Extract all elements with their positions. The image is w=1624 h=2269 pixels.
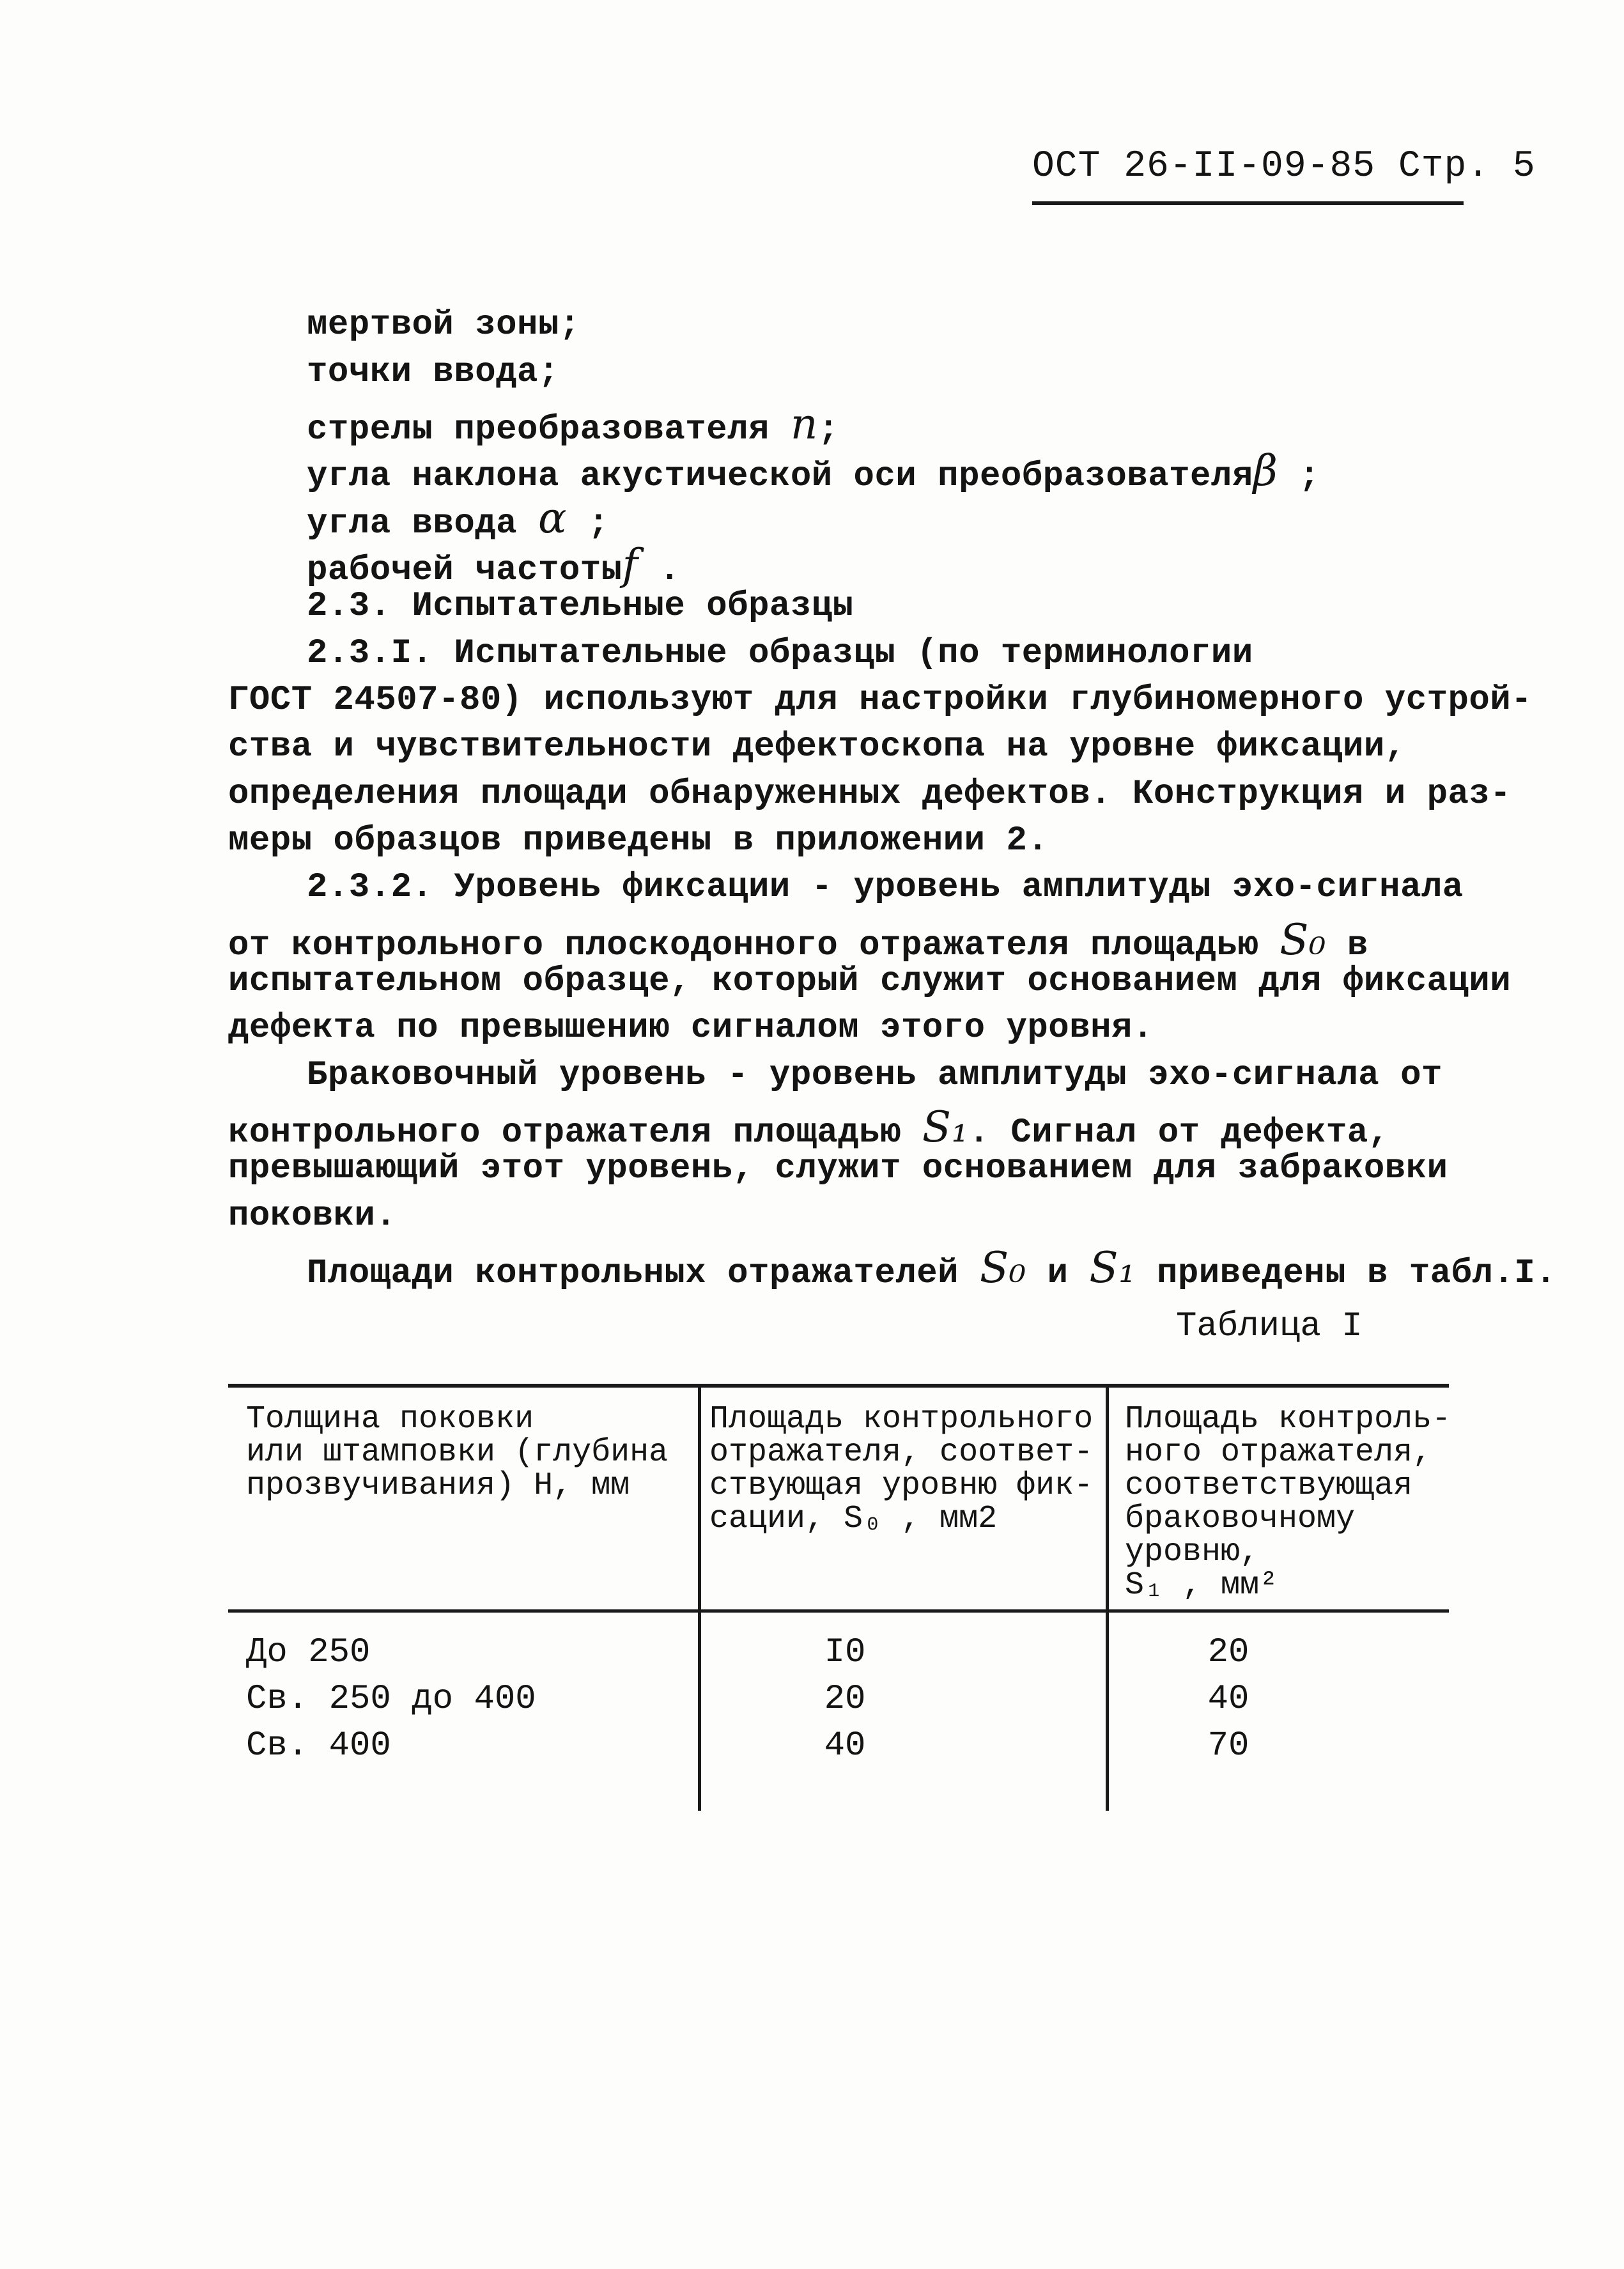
text-line: Браковочный уровень - уровень амплитуды эхо-сигнала от xyxy=(307,1056,1442,1095)
table-header-cell: Толщина поковки или штамповки (глубина прозвучивания) Н, мм xyxy=(246,1401,669,1504)
text-line xyxy=(307,493,609,543)
text-line xyxy=(307,1243,1556,1293)
symbol: β xyxy=(1253,446,1278,495)
symbol: S₀ xyxy=(979,1243,1026,1292)
text-line: испытательном образце, который служит основанием для фиксации xyxy=(228,962,1512,1001)
table-column-divider xyxy=(1106,1386,1109,1811)
line-end: . Сигнал от дефекта, xyxy=(968,1113,1389,1152)
section-heading: 2.3. Испытательные образцы xyxy=(307,587,854,626)
line-text: от контрольного плоскодонного отражателя площадью xyxy=(228,926,1259,965)
table-cell: Св. 400 xyxy=(246,1726,391,1765)
text-line xyxy=(228,915,1368,965)
text-line: поковки. xyxy=(228,1196,397,1235)
table-header-cell: Площадь контроль- ного отражателя, соответствующая браковочному уровню, S₁ , мм² xyxy=(1125,1401,1451,1604)
text-line: ства и чувствительности дефектоскопа на уровне фиксации, xyxy=(228,727,1406,766)
text-line xyxy=(228,1103,1389,1152)
text-line xyxy=(307,540,680,590)
table-cell: 40 xyxy=(1207,1680,1249,1719)
line-end: в xyxy=(1347,926,1368,965)
line-end: приведены в табл.I. xyxy=(1156,1254,1557,1293)
table-header-cell: Площадь контрольного отражателя, соответ- ствующая уровню фик- сации, S₀ , мм2 xyxy=(709,1401,1094,1537)
symbol: S₀ xyxy=(1280,915,1326,964)
text-line: меры образцов приведены в приложении 2. xyxy=(228,821,1049,860)
symbol: n xyxy=(790,399,818,449)
page-header: ОСТ 26-II-09-85 Стр. 5 xyxy=(1032,146,1464,205)
line-mid: и xyxy=(1047,1254,1069,1293)
table-title: Таблица I xyxy=(1176,1307,1363,1346)
line-text: Площади контрольных отражателей xyxy=(307,1254,959,1293)
table-cell: 20 xyxy=(1207,1633,1249,1672)
table-top-rule xyxy=(228,1384,1449,1388)
symbol: α xyxy=(537,493,568,543)
table-header-rule xyxy=(228,1609,1449,1613)
text-line xyxy=(307,446,1320,496)
line-text: стрелы преобразователя xyxy=(307,410,769,449)
line-end: . xyxy=(659,551,681,590)
table-cell: До 250 xyxy=(246,1633,371,1672)
line-end: ; xyxy=(1299,457,1320,496)
line-end: ; xyxy=(587,504,609,543)
table-cell: 20 xyxy=(824,1680,866,1719)
symbol: f xyxy=(622,540,638,589)
line-text: угла ввода xyxy=(307,504,518,543)
line-text: рабочей частоты xyxy=(307,551,623,590)
symbol: S₁ xyxy=(1089,1243,1136,1292)
text-line xyxy=(307,399,839,449)
line-text: угла наклона акустической оси преобразователя xyxy=(307,457,1253,496)
text-line: мертвой зоны; xyxy=(307,306,580,345)
table-column-divider xyxy=(698,1386,701,1811)
line-text: контрольного отражателя площадью xyxy=(228,1113,901,1152)
table-cell: Св. 250 до 400 xyxy=(246,1680,536,1719)
table-cell: 40 xyxy=(824,1726,866,1765)
line-end: ; xyxy=(817,410,839,449)
text-line: определения площади обнаруженных дефектов. Конструкция и раз- xyxy=(228,775,1512,814)
text-line: дефекта по превышению сигналом этого уровня. xyxy=(228,1009,1154,1048)
text-line: 2.3.2. Уровень фиксации - уровень амплитуды эхо-сигнала xyxy=(307,868,1464,907)
table-cell: I0 xyxy=(824,1633,866,1672)
table-cell: 70 xyxy=(1207,1726,1249,1765)
text-line: точки ввода; xyxy=(307,353,559,392)
text-line: ГОСТ 24507-80) используют для настройки глубиномерного устрой- xyxy=(228,681,1533,720)
text-line: превышающий этот уровень, служит основанием для забраковки xyxy=(228,1149,1448,1188)
text-line: 2.3.I. Испытательные образцы (по терминологии xyxy=(307,634,1253,673)
symbol: S₁ xyxy=(922,1103,969,1152)
